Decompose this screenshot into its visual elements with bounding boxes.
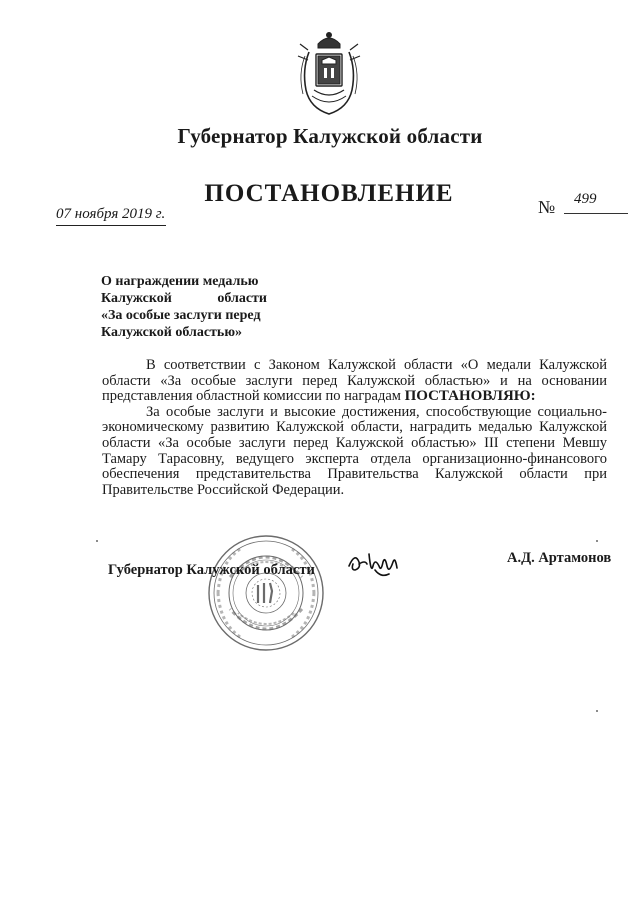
subject-line-2b: области bbox=[217, 291, 267, 306]
body-paragraph-1-text: В соответствии с Законом Калужской области «О медали Калужской области «За особые заслуги перед Калужской областью» и на основании представления областной комиссии по наградам bbox=[102, 357, 607, 405]
handwritten-signature-icon bbox=[345, 544, 401, 584]
scan-speck bbox=[596, 710, 598, 712]
body-paragraph-2: За особые заслуги и высокие достижения, способствующие социально-экономическому развитию Калужской области, наградить медалью Калужской области «За особые заслуги перед Калужской областью» III степени Мевшу Тамару Тарасовну, ведущего эксперта отдела организационно-финансового обеспечения представительства Правительства Калужской области при Правительстве Российской Федерации. bbox=[102, 403, 607, 498]
number-sign: № bbox=[538, 197, 556, 217]
document-number-block bbox=[538, 191, 628, 215]
body-paragraph-1 bbox=[102, 358, 607, 405]
signatory-title: Губернатор Калужской области bbox=[108, 562, 315, 578]
issuing-authority: Губернатор Калужской области bbox=[177, 124, 483, 148]
kaluga-coat-of-arms-icon bbox=[296, 30, 362, 116]
subject-line-1: О награждении медалью bbox=[101, 274, 259, 289]
decree-word: ПОСТАНОВЛЯЮ: bbox=[404, 388, 536, 405]
document-number: 499 bbox=[574, 191, 597, 207]
subject-line-2 bbox=[101, 290, 267, 307]
subject-line-3: «За особые заслуги перед bbox=[101, 308, 261, 323]
document-type-title: ПОСТАНОВЛЕНИЕ bbox=[204, 180, 454, 207]
scan-speck bbox=[96, 540, 98, 542]
document-date: 07 ноября 2019 г. bbox=[56, 206, 166, 226]
subject-line-2a: Калужской bbox=[101, 291, 172, 306]
scan-speck bbox=[596, 540, 598, 542]
document-body bbox=[102, 358, 607, 498]
subject-line-4: Калужской областью» bbox=[101, 325, 243, 340]
signatory-name: А.Д. Артамонов bbox=[507, 550, 612, 566]
official-round-seal-icon bbox=[206, 533, 326, 653]
signature-block bbox=[0, 550, 640, 676]
number-underline bbox=[564, 213, 628, 214]
document-subject bbox=[101, 273, 267, 341]
